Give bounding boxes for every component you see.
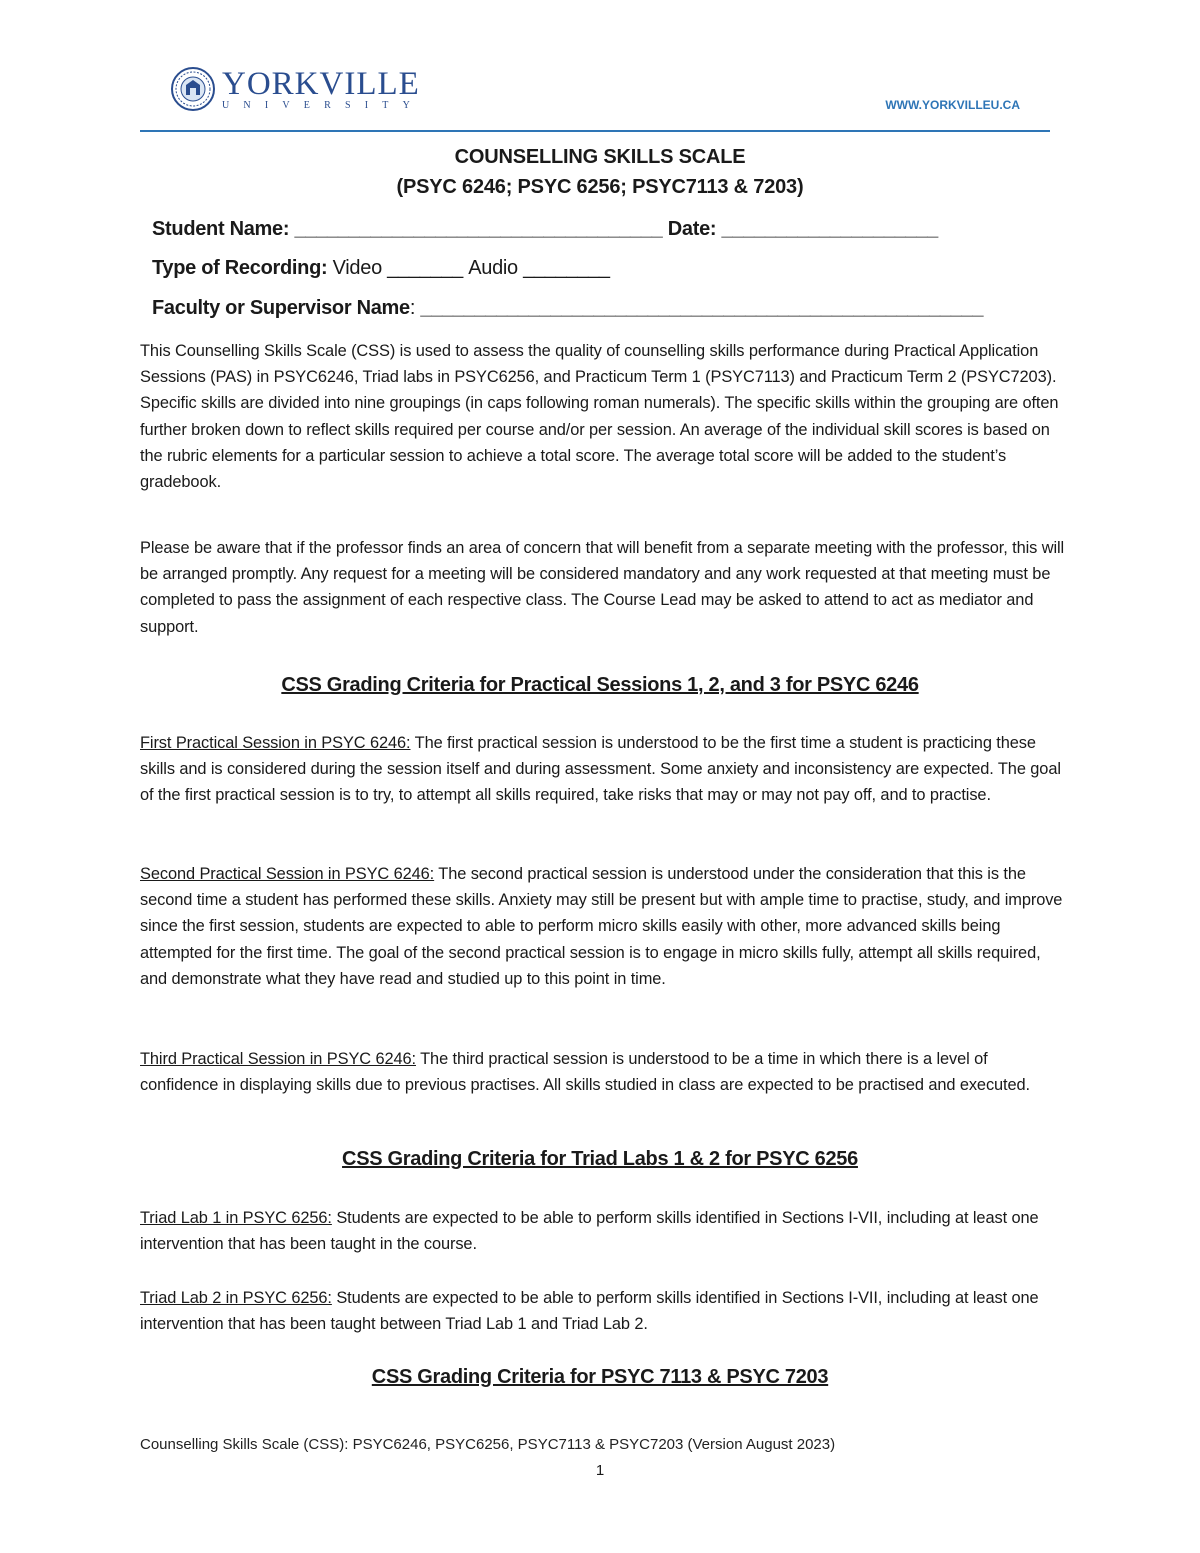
recording-type-label: Type of Recording: [152, 257, 328, 279]
logo-subtitle: UNIVERSITY [222, 99, 424, 111]
first-session-paragraph [140, 730, 1065, 809]
triad-lab-1-text: Students are expected to be able to perform skills identified in Sections I-VII, including at least one intervention that has been taught in the course. [140, 1209, 1039, 1254]
faculty-name-field[interactable]: ____________________________________________________ [420, 297, 984, 319]
first-session-label: First Practical Session in PSYC 6246: [140, 734, 411, 752]
course-codes-subtitle: (PSYC 6246; PSYC 6256; PSYC7113 & 7203) [396, 176, 804, 198]
third-session-paragraph [140, 1046, 1065, 1098]
audio-label: Audio [468, 257, 518, 279]
student-name-label: Student Name: [152, 218, 290, 240]
third-session-text: The third practical session is understood to be a time in which there is a level of confidence in displaying skills due to previous practises. All skills studied in class are expected to be practised and executed. [140, 1050, 1030, 1095]
page-header [140, 62, 1050, 132]
university-logo [170, 66, 424, 112]
video-field[interactable]: _______ [387, 257, 463, 279]
page-footer: Counselling Skills Scale (CSS): PSYC6246, PSYC6256, PSYC7113 & PSYC7203 (Version August 2023) [140, 1436, 836, 1453]
video-label: Video [332, 257, 382, 279]
date-field[interactable]: ____________________ [721, 218, 938, 240]
second-session-label: Second Practical Session in PSYC 6246: [140, 865, 435, 883]
intro-paragraph: This Counselling Skills Scale (CSS) is used to assess the quality of counselling skills performance during Practical Application Sessions (PAS) in PSYC6246, Triad labs in PSYC6256, and Practicum Term 1 (PSYC7113) and Practicum Term 2 (PSYC7203). Specific skills are divided into nine groupings (in caps following roman numerals). The specific skills within the grouping are often further broken down to reflect skills required per course and/or per session. An average of the individual skill scores is based on the rubric elements for a particular session to achieve a total score. The average total score will be added to the student’s gradebook. [140, 342, 1059, 492]
logo-wordmark: YORKVILLE [222, 65, 420, 102]
recording-type-row [152, 257, 610, 280]
page-number: 1 [595, 1462, 605, 1479]
website-url[interactable]: WWW.YORKVILLEU.CA [885, 98, 1020, 112]
section-heading-practicum: CSS Grading Criteria for PSYC 7113 & PSYC 7203 [371, 1366, 829, 1388]
triad-lab-2-text: Students are expected to be able to perform skills identified in Sections I-VII, including at least one intervention that has been taught between Triad Lab 1 and Triad Lab 2. [140, 1289, 1039, 1334]
document-title: COUNSELLING SKILLS SCALE [454, 146, 746, 168]
faculty-colon: : [409, 297, 416, 319]
date-label: Date: [667, 218, 717, 240]
university-seal-icon [170, 66, 216, 112]
meeting-notice-paragraph: Please be aware that if the professor finds an area of concern that will benefit from a separate meeting with the professor, this will be arranged promptly. Any request for a meeting will be considered mandatory and any work requested at that meeting must be completed to pass the assignment of each respective class. The Course Lead may be asked to attend to act as mediator and support. [140, 539, 1065, 636]
third-session-label: Third Practical Session in PSYC 6246: [140, 1050, 416, 1068]
section-heading-practical-sessions: CSS Grading Criteria for Practical Sessions 1, 2, and 3 for PSYC 6246 [281, 674, 919, 696]
faculty-name-row [152, 297, 983, 320]
triad-lab-1-paragraph [140, 1205, 1065, 1257]
second-session-text: The second practical session is understood under the consideration that this is the second time a student has performed these skills. Anxiety may still be present but with ample time to practise, study, and improve since the first session, students are expected to able to perform micro skills easily with other, more advanced skills being attempted for the first time. The goal of the second practical session is to engage in micro skills fully, attempt all skills required, and demonstrate what they have read and studied up to this point in time. [140, 865, 1063, 988]
triad-lab-2-label: Triad Lab 2 in PSYC 6256: [140, 1289, 332, 1307]
first-session-text: The first practical session is understood to be the first time a student is practicing these skills and is considered during the session itself and during assessment. Some anxiety and inconsistency are expected. The goal of the first practical session is to try, to attempt all skills required, take risks that may or may not pay off, and to practise. [140, 734, 1061, 805]
student-name-row [152, 218, 938, 241]
faculty-name-label: Faculty or Supervisor Name [152, 297, 410, 319]
audio-field[interactable]: ________ [523, 257, 610, 279]
second-session-paragraph [140, 861, 1065, 992]
student-name-field[interactable]: __________________________________ [294, 218, 663, 240]
triad-lab-2-paragraph [140, 1285, 1065, 1337]
section-heading-triad-labs: CSS Grading Criteria for Triad Labs 1 & 2 for PSYC 6256 [342, 1148, 858, 1170]
triad-lab-1-label: Triad Lab 1 in PSYC 6256: [140, 1209, 332, 1227]
